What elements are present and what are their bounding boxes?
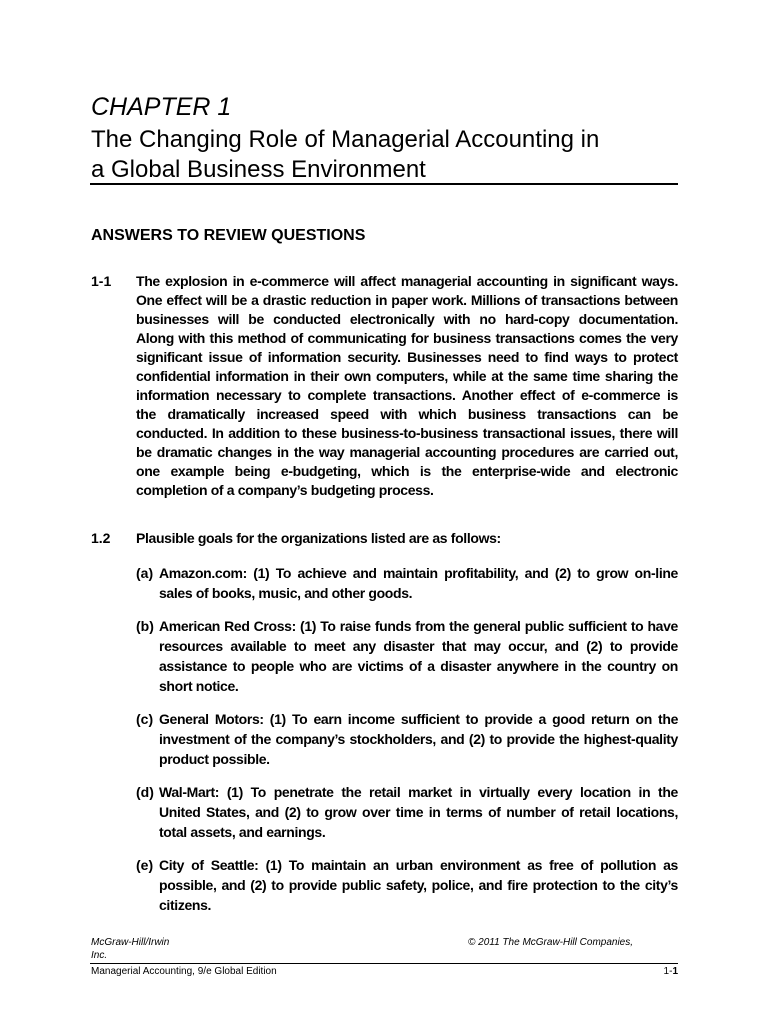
text-line: resources available to meet any disaster that may occur, and (2) to provide — [159, 638, 678, 654]
text-line: citizens. — [159, 897, 212, 913]
text-line: be dramatic changes in the way managerial accounting procedures are carried out, — [136, 444, 678, 460]
list-item-text — [159, 709, 678, 769]
list-item-text — [159, 616, 678, 696]
list-item-text — [159, 563, 678, 603]
list-item-text — [159, 782, 678, 842]
text-line: American Red Cross: (1) To raise funds from the general public sufficient to have — [159, 618, 678, 634]
chapter-title-line: a Global Business Environment — [91, 156, 426, 183]
list-item-text — [159, 855, 678, 915]
text-line: possible, and (2) to provide public safety, police, and fire protection to the city’s — [159, 877, 678, 893]
question-number: 1-1 — [91, 273, 112, 289]
question-intro — [136, 529, 678, 548]
text-line: short notice. — [159, 678, 239, 694]
text-line: conducted. In addition to these business-to-business transactional issues, there will — [136, 425, 678, 441]
chapter-title-line: The Changing Role of Managerial Accounting in — [91, 126, 600, 153]
text-line: sales of books, music, and other goods. — [159, 585, 413, 601]
text-line: The explosion in e-commerce will affect managerial accounting in significant ways. — [136, 273, 678, 289]
list-item-label: (c) — [136, 711, 154, 727]
text-line: General Motors: (1) To earn income sufficient to provide a good return on the — [159, 711, 678, 727]
footer-publisher-line: Inc. — [91, 950, 108, 961]
chapter-label: CHAPTER 1 — [91, 93, 232, 121]
question-answer-text — [136, 272, 678, 500]
list-item-label: (e) — [136, 857, 154, 873]
text-line: one example being e-budgeting, which is the enterprise-wide and electronic — [136, 463, 678, 479]
list-item-label: (d) — [136, 784, 154, 800]
text-line: City of Seattle: (1) To maintain an urban environment as free of pollution as — [159, 857, 678, 873]
text-line: significant issue of information security. Businesses need to find ways to protect — [136, 349, 678, 365]
text-line: Along with this method of communicating for business transactions comes the very — [136, 330, 678, 346]
text-line: product possible. — [159, 751, 270, 767]
page-number — [664, 965, 678, 978]
page-number-prefix: 1- — [663, 966, 673, 977]
text-line: businesses will be conducted electronically with no hard-copy documentation. — [136, 311, 678, 327]
footer-publisher — [91, 936, 221, 962]
text-line: completion of a company’s budgeting process. — [136, 482, 434, 498]
text-line: the dramatically increased speed with which business transactions can be — [136, 406, 678, 422]
text-line: assistance to people who are victims of a disaster anywhere in the country on — [159, 658, 678, 674]
section-heading: ANSWERS TO REVIEW QUESTIONS — [91, 227, 366, 244]
footer-book-title: Managerial Accounting, 9/e Global Edition — [91, 966, 277, 977]
chapter-title — [91, 125, 691, 185]
footer-publisher-line: McGraw-Hill/Irwin — [91, 937, 170, 948]
text-line: One effect will be a drastic reduction in paper work. Millions of transactions between — [136, 292, 678, 308]
text-line: Wal-Mart: (1) To penetrate the retail market in virtually every location in the — [159, 784, 678, 800]
list-item-label: (a) — [136, 565, 154, 581]
text-line: Amazon.com: (1) To achieve and maintain profitability, and (2) to grow on-line — [159, 565, 678, 581]
text-line: information necessary to complete transactions. Another effect of e-commerce is — [136, 387, 678, 403]
text-line: Plausible goals for the organizations listed are as follows: — [136, 530, 501, 546]
text-line: United States, and (2) to grow over time in terms of number of retail locations, — [159, 804, 678, 820]
page-number-value: 1 — [672, 966, 678, 977]
text-line: investment of the company’s stockholders, and (2) to provide the highest-quality — [159, 731, 678, 747]
question-number: 1.2 — [91, 530, 111, 546]
text-line: total assets, and earnings. — [159, 824, 326, 840]
title-divider — [90, 183, 678, 185]
list-item-label: (b) — [136, 618, 154, 634]
footer-divider — [90, 963, 678, 964]
text-line: confidential information in their own computers, while at the same time sharing the — [136, 368, 678, 384]
footer-copyright: © 2011 The McGraw-Hill Companies, — [468, 937, 634, 948]
